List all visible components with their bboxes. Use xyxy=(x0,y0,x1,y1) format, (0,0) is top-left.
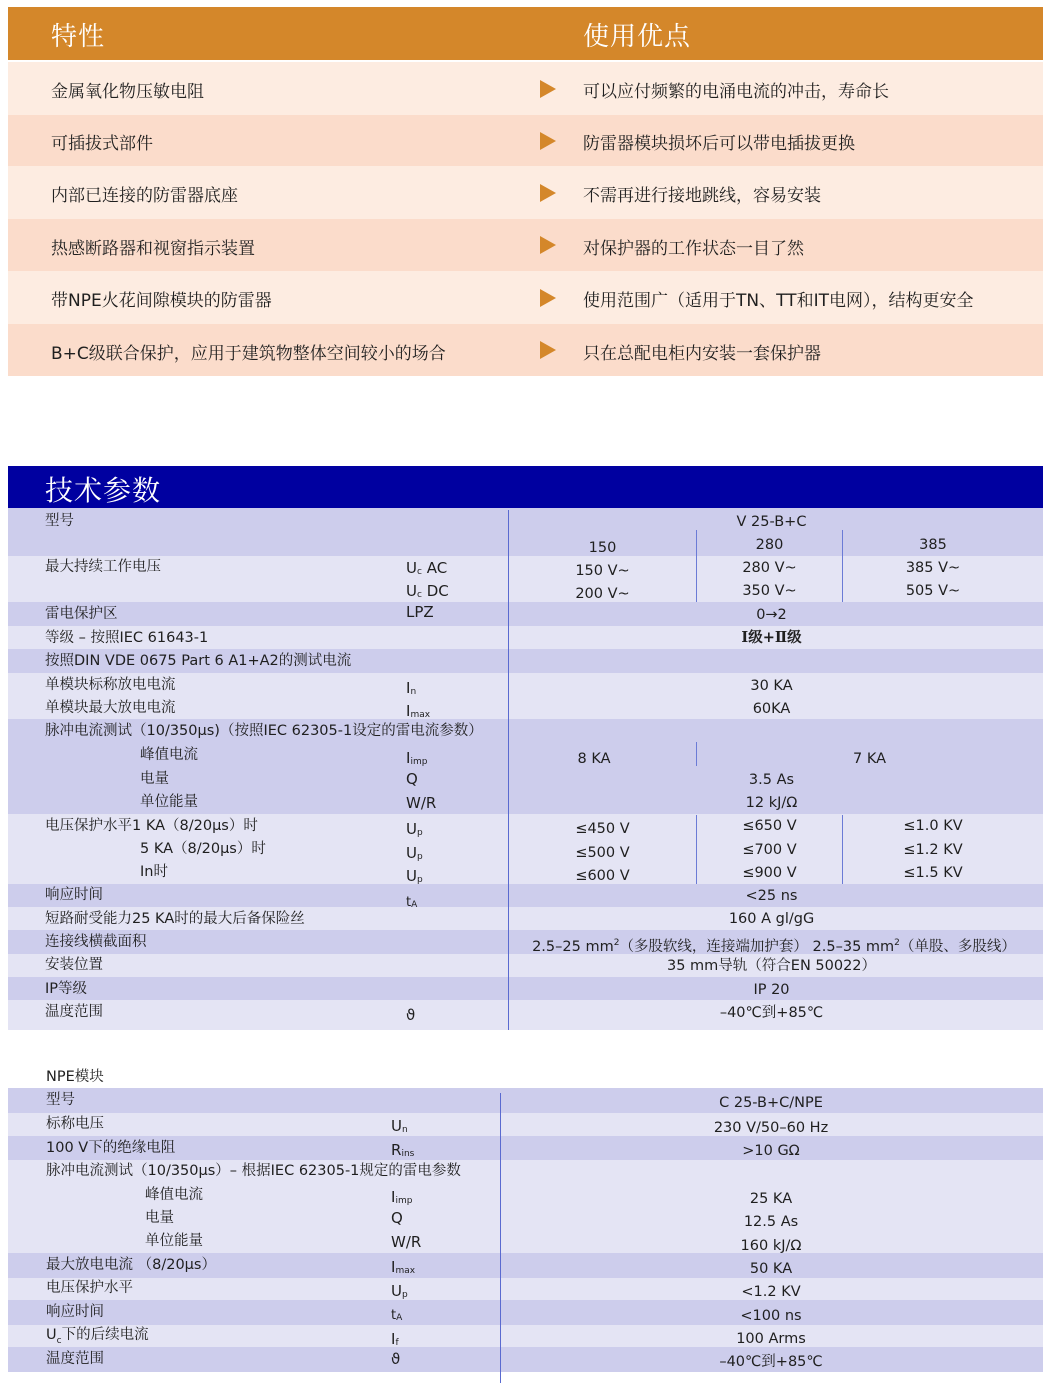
feature-row xyxy=(8,115,1043,166)
npe-temp-label: 温度范围 xyxy=(46,1351,104,1367)
wr-symbol: W/R xyxy=(406,794,437,812)
uc-ac-symbol: $U_c$ AC xyxy=(406,559,448,577)
feature-text: B+C级联合保护，应用于建筑物整体空间较小的场合 xyxy=(51,344,446,364)
in-value: 30 KA xyxy=(750,678,793,694)
feature-row xyxy=(8,62,1043,115)
npe-rins-symbol: $R_{ins}$ xyxy=(391,1141,415,1159)
npe-wr-value: 160 kJ/Ω xyxy=(740,1238,802,1254)
model-label: 型号 xyxy=(45,513,74,529)
impulse-label: 脉冲电流测试（10/350μs)（按照IEC 62305-1设定的雷电流参数） xyxy=(45,723,483,739)
up-in-150: ≤600 V xyxy=(575,868,630,884)
response-symbol: $t_A$ xyxy=(406,895,418,910)
uc-ac-150: 150 V~ xyxy=(575,563,630,579)
uc-dc-385: 505 V~ xyxy=(905,583,961,599)
up-in-label: In时 xyxy=(140,864,168,880)
npe-q-value: 12.5 As xyxy=(743,1214,799,1230)
wr-value: 12 kJ/Ω xyxy=(745,795,798,811)
tech-title: 技术参数 xyxy=(45,474,162,507)
npe-rins-value: >10 GΩ xyxy=(742,1143,800,1159)
feature-text: 带NPE火花间隙模块的防雷器 xyxy=(51,291,272,311)
iimp-value-150: 8 KA xyxy=(577,751,611,767)
npe-imax-symbol: $I_{max}$ xyxy=(391,1258,416,1276)
variant-385: 385 xyxy=(919,537,947,553)
benefit-text: 可以应付频繁的电涌电流的冲击，寿命长 xyxy=(583,82,889,102)
up-5ka-150: ≤500 V xyxy=(575,845,630,861)
up-1ka-150: ≤450 V xyxy=(575,821,630,837)
imax-label: 单模块最大放电电流 xyxy=(45,700,176,716)
model-value: V 25-B+C xyxy=(736,514,807,530)
up-symbol: $U_p$ xyxy=(406,867,423,885)
up-symbol: $U_p$ xyxy=(406,844,423,862)
q-symbol: Q xyxy=(406,770,418,788)
npe-model-label: 型号 xyxy=(46,1092,75,1108)
uc-ac-385: 385 V~ xyxy=(905,560,961,576)
benefit-text: 不需再进行接地跳线，容易安装 xyxy=(583,186,821,206)
up-1ka-280: ≤650 V xyxy=(742,818,797,834)
cross-label: 连接线横截面积 xyxy=(45,934,147,950)
temp-symbol: ϑ xyxy=(406,1006,416,1024)
response-label: 响应时间 xyxy=(45,887,103,903)
benefit-text: 只在总配电柜内安装一套保护器 xyxy=(583,344,821,364)
npe-un-label: 标称电压 xyxy=(46,1116,104,1132)
features-header-title: 特性 xyxy=(51,22,106,52)
tech-header xyxy=(8,466,1043,508)
npe-un-value: 230 V/50–60 Hz xyxy=(713,1120,829,1136)
q-value: 3.5 As xyxy=(748,772,795,788)
response-value: <25 ns xyxy=(745,888,798,904)
npe-temp-value: –40℃到+85℃ xyxy=(719,1354,823,1370)
uc-dc-symbol: $U_c$ DC xyxy=(406,582,449,600)
class-label: 等级 – 按照IEC 61643-1 xyxy=(45,630,209,646)
in-label: 单模块标称放电电流 xyxy=(45,677,176,693)
in-symbol: $I_n$ xyxy=(406,679,417,697)
npe-imax-value: 50 KA xyxy=(749,1261,793,1277)
uc-dc-280: 350 V~ xyxy=(742,583,797,599)
feature-row xyxy=(8,166,1043,219)
npe-response-value: <100 ns xyxy=(740,1308,802,1324)
temp-label: 温度范围 xyxy=(45,1004,103,1020)
cross-value: 2.5–25 $mm^2$（多股软线，连接端加护套） 2.5–35 $mm^2$（单股、多股线） xyxy=(532,938,1016,955)
uc-dc-150: 200 V~ xyxy=(575,586,630,602)
npe-up-value: <1.2 KV xyxy=(741,1284,801,1300)
feature-text: 热感断路器和视窗指示装置 xyxy=(51,239,255,259)
npe-un-symbol: $U_n$ xyxy=(391,1117,408,1135)
feature-row xyxy=(8,324,1043,376)
imax-value: 60KA xyxy=(752,701,791,717)
iimp-value-280-385: 7 KA xyxy=(852,751,886,767)
benefits-header-title: 使用优点 xyxy=(583,22,692,52)
up-symbol: $U_p$ xyxy=(406,820,423,838)
lpz-value: 0→2 xyxy=(756,607,787,623)
temp-value: –40℃到+85℃ xyxy=(719,1005,824,1021)
up-in-280: ≤900 V xyxy=(742,865,797,881)
feature-row xyxy=(8,219,1043,271)
triangle-right-icon xyxy=(540,132,556,150)
mount-value: 35 mm导轨（符合EN 50022） xyxy=(666,958,877,974)
npe-temp-symbol: ϑ xyxy=(391,1350,401,1368)
up-1ka-385: ≤1.0 KV xyxy=(903,818,963,834)
ip-label: IP等级 xyxy=(45,981,88,997)
up-5ka-280: ≤700 V xyxy=(742,842,797,858)
npe-response-label: 响应时间 xyxy=(46,1304,104,1320)
din-label: 按照DIN VDE 0675 Part 6 A1+A2的测试电流 xyxy=(45,653,352,669)
lpz-symbol: LPZ xyxy=(406,603,434,621)
fuse-label: 短路耐受能力25 KA时的最大后备保险丝 xyxy=(45,911,305,927)
npe-wr-symbol: W/R xyxy=(391,1233,422,1251)
npe-response-symbol: $t_A$ xyxy=(391,1308,403,1323)
feature-text: 金属氧化物压敏电阻 xyxy=(51,82,204,102)
npe-if-symbol: $I_f$ xyxy=(391,1330,399,1348)
benefit-text: 使用范围广（适用于TN、TT和IT电网），结构更安全 xyxy=(583,291,974,311)
wr-label: 单位能量 xyxy=(140,794,198,810)
npe-iimp-label: 峰值电流 xyxy=(145,1187,203,1203)
features-header xyxy=(8,7,1043,60)
npe-model-value: C 25-B+C/NPE xyxy=(719,1095,823,1111)
triangle-right-icon xyxy=(540,236,556,254)
benefit-text: 对保护器的工作状态一目了然 xyxy=(583,239,804,259)
variant-150: 150 xyxy=(588,540,617,556)
variant-280: 280 xyxy=(755,537,784,553)
npe-q-label: 电量 xyxy=(145,1210,174,1226)
triangle-right-icon xyxy=(540,80,556,98)
iimp-symbol: $I_{imp}$ xyxy=(406,749,428,767)
npe-up-label: 电压保护水平 xyxy=(46,1280,133,1296)
npe-rins-label: 100 V下的绝缘电阻 xyxy=(46,1140,176,1156)
npe-title: NPE模块 xyxy=(46,1069,104,1085)
lpz-label: 雷电保护区 xyxy=(45,606,118,622)
npe-if-label: $U_c$下的后续电流 xyxy=(46,1327,149,1346)
npe-up-symbol: $U_p$ xyxy=(391,1282,408,1300)
npe-if-value: 100 Arms xyxy=(736,1331,806,1347)
benefit-text: 防雷器模块损坏后可以带电插拔更换 xyxy=(583,134,855,154)
feature-row xyxy=(8,271,1043,324)
mount-label: 安装位置 xyxy=(45,957,103,973)
uc-ac-280: 280 V~ xyxy=(742,560,797,576)
fuse-value: 160 A gl/gG xyxy=(728,911,815,927)
up-in-385: ≤1.5 KV xyxy=(903,865,963,881)
npe-wr-label: 单位能量 xyxy=(145,1233,203,1249)
npe-impulse-label: 脉冲电流测试（10/350μs）– 根据IEC 62305-1规定的雷电参数 xyxy=(46,1163,461,1179)
up-5ka-label: 5 KA（8/20μs）时 xyxy=(140,841,266,857)
npe-q-symbol: Q xyxy=(391,1209,403,1227)
triangle-right-icon xyxy=(540,341,556,359)
npe-imax-label: 最大放电电流 （8/20μs） xyxy=(46,1257,216,1273)
class-value: Ⅰ级+Ⅱ级 xyxy=(741,629,802,646)
triangle-right-icon xyxy=(540,184,556,202)
imax-symbol: $I_{max}$ xyxy=(406,702,431,720)
npe-iimp-symbol: $I_{imp}$ xyxy=(391,1188,413,1206)
iimp-label: 峰值电流 xyxy=(140,747,198,763)
feature-text: 内部已连接的防雷器底座 xyxy=(51,186,238,206)
up-5ka-385: ≤1.2 KV xyxy=(903,842,963,858)
uc-label: 最大持续工作电压 xyxy=(45,559,161,575)
feature-text: 可插拔式部件 xyxy=(51,134,153,154)
q-label: 电量 xyxy=(140,771,169,787)
up-1ka-label: 电压保护水平1 KA（8/20μs）时 xyxy=(45,818,258,834)
npe-iimp-value: 25 KA xyxy=(749,1191,793,1207)
triangle-right-icon xyxy=(540,289,556,307)
ip-value: IP 20 xyxy=(753,982,790,998)
